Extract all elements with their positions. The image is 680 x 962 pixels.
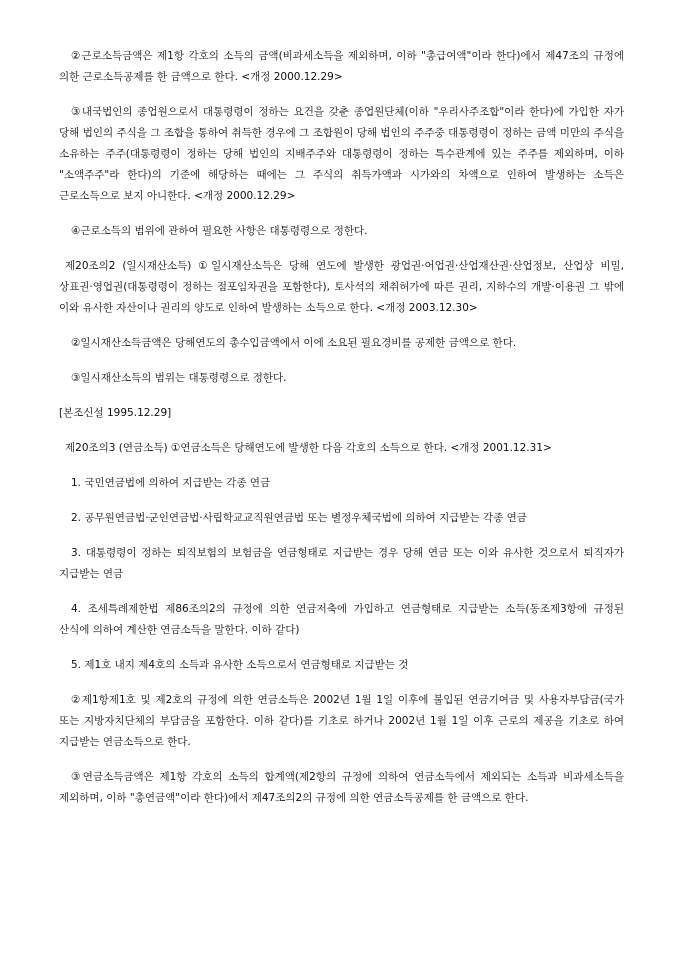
paragraph-new-article-note: [본조신설 1995.12.29] xyxy=(59,407,172,419)
list-item-2: 2. 공무원연금법·군인연금법·사립학교교직원연금법 또는 별정우체국법에 의하여 지급받는 각종 연금 xyxy=(71,512,527,524)
paragraph-article20-para3: ③내국법인의 종업원으로서 대통령령이 정하는 요건을 갖춘 종업원단체(이하 "우리사주조합"이라 한다)에 가입한 자가 당해 법인의 주식을 그 조합을 통하여 취득한 경우에 그 조합원이 당해 법인의 주주중 대통령령이 정하는 금액 미만의 주식을 소유하는 주주(대통령령이 정하는 당해 법인의 지배주주와 대통령령이 정하는 특수관계에 있는 주주를 제외하며, 이하 "소액주주"라 한다)의 기준에 해당하는 때에는 그 주식의 취득가액과 시가와의 차액으로 인하여 발생하는 소득은 근로소득으로 보지 아니한다. <개정 2000.12.29> xyxy=(59,106,624,202)
list-item-5: 5. 제1호 내지 제4호의 소득과 유사한 소득으로서 연금형태로 지급받는 것 xyxy=(71,659,409,671)
paragraph-article20-2-para3: ③일시재산소득의 범위는 대통령령으로 정한다. xyxy=(71,372,287,384)
paragraph-article20-3-para1: 제20조의3 (연금소득) ①연금소득은 당해연도에 발생한 다음 각호의 소득으로 한다. <개정 2001.12.31> xyxy=(65,442,552,454)
paragraph-article20-2-para1: 제20조의2 (일시재산소득) ①일시재산소득은 당해 연도에 발생한 광업권·어업권·산업재산권·산업정보, 산업상 비밀, 상표권·영업권(대통령령이 정하는 점포임차권을 포함한다), 토사석의 채취허가에 따른 권리, 지하수의 개발·이용권 그 밖에 이와 유사한 자산이나 권리의 양도로 인하여 발생하는 소득으로 한다. <개정 2003.12.30> xyxy=(59,260,624,314)
list-item-4: 4. 조세특례제한법 제86조의2의 규정에 의한 연금저축에 가입하고 연금형태로 지급받는 소득(동조제3항에 규정된 산식에 의하여 계산한 연금소득을 말한다. 이하 같다) xyxy=(59,603,624,636)
paragraph-article20-para4: ④근로소득의 범위에 관하여 필요한 사항은 대통령령으로 정한다. xyxy=(71,225,368,237)
paragraph-article20-para2: ②근로소득금액은 제1항 각호의 소득의 금액(비과세소득을 제외하며, 이하 "총급여액"이라 한다)에서 제47조의 규정에 의한 근로소득공제를 한 금액으로 한다. <개정 2000.12.29> xyxy=(59,50,624,83)
list-item-3: 3. 대통령령이 정하는 퇴직보험의 보험금을 연금형태로 지급받는 경우 당해 연금 또는 이와 유사한 것으로서 퇴직자가 지급받는 연금 xyxy=(59,547,624,580)
paragraph-article20-2-para2: ②일시재산소득금액은 당해연도의 총수입금액에서 이에 소요된 필요경비를 공제한 금액으로 한다. xyxy=(71,337,517,349)
list-item-1: 1. 국민연금법에 의하여 지급받는 각종 연금 xyxy=(71,477,271,489)
paragraph-article20-3-para2: ②제1항제1호 및 제2호의 규정에 의한 연금소득은 2002년 1월 1일 이후에 불입된 연금기여금 및 사용자부담금(국가 또는 지방자치단체의 부담금을 포함한다. 이하 같다)를 기초로 하거나 2002년 1월 1일 이후 근로의 제공을 기초로 하여 지급받는 연금소득으로 한다. xyxy=(59,694,624,748)
paragraph-article20-3-para3: ③연금소득금액은 제1항 각호의 소득의 합계액(제2항의 규정에 의하여 연금소득에서 제외되는 소득과 비과세소득을 제외하며, 이하 "총연금액"이라 한다)에서 제47조의2의 규정에 의한 연금소득공제를 한 금액으로 한다. xyxy=(59,771,624,804)
document-page xyxy=(59,46,624,809)
